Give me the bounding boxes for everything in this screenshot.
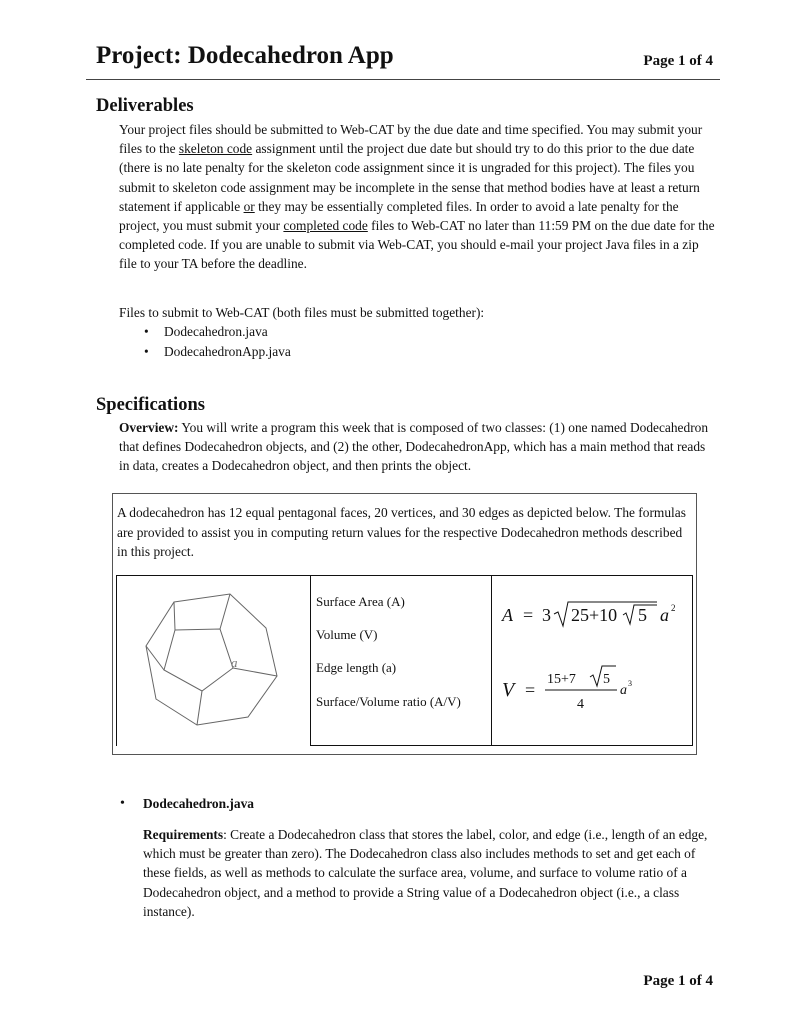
area-lhs: A	[502, 605, 513, 625]
area-inner-root: 5	[638, 605, 647, 625]
label-volume: Volume (V)	[316, 627, 378, 642]
edge	[174, 602, 175, 630]
page-title: Project: Dodecahedron App	[96, 42, 394, 69]
overview-paragraph	[119, 418, 715, 476]
formula-box-intro: A dodecahedron has 12 equal pentagonal faces, 20 vertices, and 30 edges as depicted below. The formulas are provided to assist you in computing return values for the respective Dodecahedron methods described in this project.	[117, 505, 686, 559]
area-eq: =	[523, 605, 534, 625]
requirements-paragraph	[143, 825, 715, 921]
label-surface-area: Surface Area (A)	[316, 594, 405, 609]
volume-exp: 3	[628, 679, 632, 688]
deliverables-text-2: assignment until the project due date but should try to do this prior to the due date (there is no late penalty for the skeleton code assignment since it is ungraded for this project). The files you submit to skeleton code assignment may be incomplete in the sense that method bodies have at least a return statement if applicable	[119, 141, 700, 214]
volume-lhs: V	[502, 679, 515, 701]
volume-den: 4	[577, 697, 584, 712]
outline-shape	[146, 594, 277, 725]
volume-var: a	[620, 683, 627, 698]
deliverables-text-4: files to Web-CAT no later than 11:59 PM on the due date for the completed code. If you are unable to submit via Web-CAT, you should e-mail your project Java files in a zip file to your TA before the deadline.	[119, 218, 715, 272]
edge	[220, 594, 230, 629]
formulas-svg	[492, 576, 692, 745]
edge	[197, 691, 202, 725]
area-exp: 2	[671, 603, 676, 613]
volume-eq: =	[525, 680, 536, 700]
dodecahedron-java-heading: Dodecahedron.java	[143, 796, 254, 811]
area-var: a	[660, 605, 669, 625]
page-number-footer: Page 1 of 4	[643, 973, 713, 989]
overview-text: You will write a program this week that is composed of two classes: (1) one named Dodecahedron that defines Dodecahedron objects, and (2) the other, DodecahedronApp, which has a main method that reads in data, creates a Dodecahedron object, and then prints the object.	[119, 420, 709, 474]
figure-cell	[116, 575, 311, 746]
files-intro: Files to submit to Web-CAT (both files must be submitted together):	[119, 305, 485, 320]
formulas-cell	[491, 575, 693, 746]
specifications-heading: Specifications	[96, 395, 205, 415]
or-text: or	[243, 198, 255, 214]
edge-label: a	[231, 655, 238, 670]
deliverables-text-3: they may be essentially completed files. In order to avoid a late penalty for the project, you must submit your	[119, 198, 679, 234]
area-formula	[501, 602, 676, 626]
files-list	[164, 322, 291, 362]
requirements-label: Requirements	[143, 827, 224, 842]
requirements-text: : Create a Dodecahedron class that stores the label, color, and edge (i.e., length of an edge, which must be greater than zero). The Dodecahedron class also includes methods to set and get each of these fields, as well as methods to calculate the surface area, volume, and surface to volume ratio of a Dodecahedron object, and a method to provide a String value of a Dodecahedron object (i.e., a class instance).	[143, 827, 708, 919]
deliverables-text-1: Your project files should be submitted to Web-CAT by the due date and time specified. You may submit your files to the	[119, 122, 703, 157]
page-number-header: Page 1 of 4	[643, 53, 713, 69]
overview-label: Overview:	[119, 420, 179, 435]
header-rule	[86, 79, 720, 80]
front-face	[164, 629, 233, 691]
skeleton-code-text: skeleton code	[178, 141, 253, 157]
bullet-icon: •	[120, 796, 125, 811]
label-edge-length: Edge length (a)	[316, 660, 397, 675]
deliverables-heading: Deliverables	[96, 96, 194, 116]
dodecahedron-figure	[117, 576, 311, 746]
volume-num-root: 5	[603, 672, 610, 687]
deliverables-paragraph	[119, 120, 715, 274]
label-ratio: Surface/Volume ratio (A/V)	[316, 694, 461, 709]
list-item: • DodecahedronApp.java	[164, 342, 291, 362]
list-item: • Dodecahedron.java	[164, 322, 291, 342]
area-inner: 25+10	[571, 605, 618, 625]
area-coef: 3	[542, 605, 551, 625]
completed-code-text: completed code	[283, 218, 368, 234]
volume-formula	[502, 666, 632, 712]
edge	[233, 668, 277, 676]
volume-num: 15+7	[547, 672, 576, 687]
